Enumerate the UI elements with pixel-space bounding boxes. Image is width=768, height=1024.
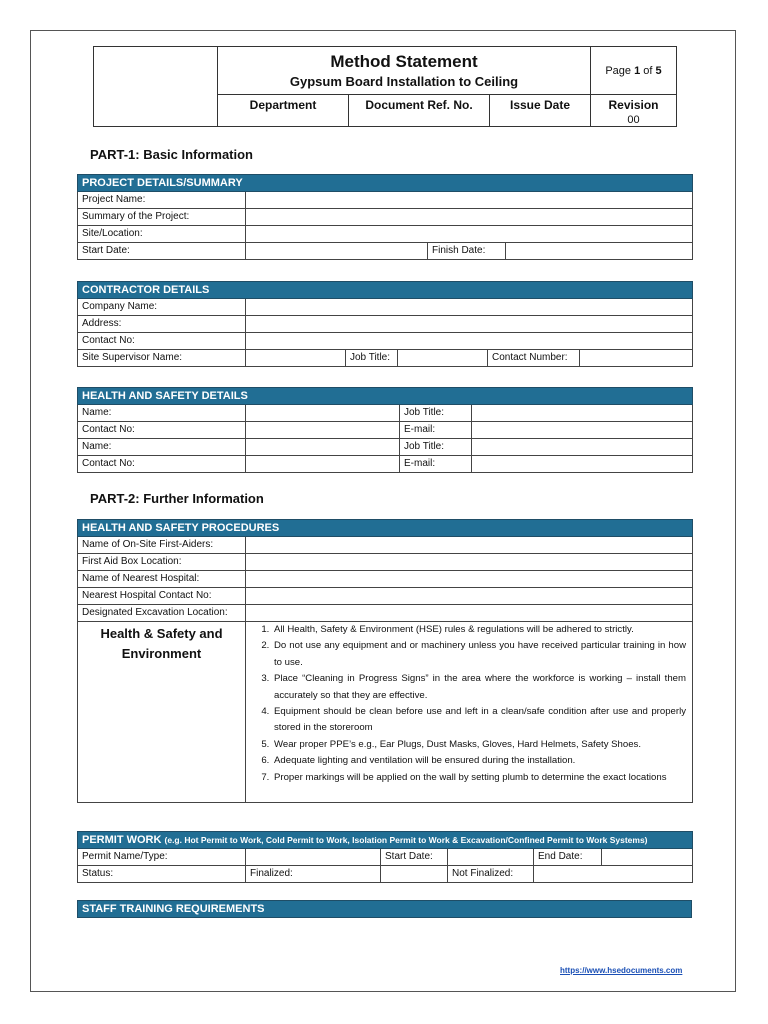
hs-name-field-2[interactable] [246, 439, 400, 456]
excavation-location-field[interactable] [246, 605, 693, 622]
project-summary-field[interactable] [246, 209, 693, 226]
nearest-hospital-field[interactable] [246, 571, 693, 588]
permit-start-label: Start Date: [381, 849, 448, 866]
hs-email-label: E-mail: [400, 422, 472, 439]
hs-job-title-label: Job Title: [400, 405, 472, 422]
hs-contact-field-2[interactable] [246, 456, 400, 473]
nearest-hospital-label: Name of Nearest Hospital: [78, 571, 246, 588]
finish-date-label: Finish Date: [428, 243, 506, 260]
address-field[interactable] [246, 316, 693, 333]
project-details-title: PROJECT DETAILS/SUMMARY [78, 175, 693, 192]
finish-date-field[interactable] [506, 243, 693, 260]
permit-work-note: (e.g. Hot Permit to Work, Cold Permit to Work, Isolation Permit to Work & Excavation/Confined Permit to Work Systems) [164, 835, 648, 845]
staff-training-table [77, 900, 692, 918]
company-name-field[interactable] [246, 299, 693, 316]
finalized-label: Finalized: [246, 866, 381, 883]
hs-contact-field[interactable] [246, 422, 400, 439]
hospital-contact-field[interactable] [246, 588, 693, 605]
contact-number-field[interactable] [580, 350, 693, 367]
staff-training-title: STAFF TRAINING REQUIREMENTS [78, 901, 692, 918]
hse-rules-list [250, 622, 686, 786]
docref-label: Document Ref. No. [349, 95, 490, 127]
document-subtitle: Gypsum Board Installation to Ceiling [289, 74, 519, 89]
project-summary-label: Summary of the Project: [78, 209, 246, 226]
hs-job-title-label-2: Job Title: [400, 439, 472, 456]
address-label: Address: [78, 316, 246, 333]
list-item: 5. Wear proper PPE’s e.g., Ear Plugs, Dust Masks, Gloves, Hard Helmets, Safety Shoes. [272, 737, 686, 753]
hs-details-title: HEALTH AND SAFETY DETAILS [78, 388, 693, 405]
revision-value: 00 [627, 114, 640, 126]
title-cell [218, 47, 591, 95]
hs-procedures-table [77, 519, 693, 803]
department-label: Department [218, 95, 349, 127]
permit-start-field[interactable] [448, 849, 534, 866]
site-location-label: Site/Location: [78, 226, 246, 243]
list-item: 3. Place “Cleaning in Progress Signs” in the area where the workforce is working – install them accurately so that they are effective. [272, 671, 686, 704]
start-date-field[interactable] [246, 243, 428, 260]
hs-name-label: Name: [78, 405, 246, 422]
contractor-details-table [77, 281, 693, 367]
permit-end-field[interactable] [602, 849, 693, 866]
project-name-field[interactable] [246, 192, 693, 209]
hs-name-label-2: Name: [78, 439, 246, 456]
first-aid-box-field[interactable] [246, 554, 693, 571]
hse-title-cell [78, 622, 246, 803]
list-item: 2. Do not use any equipment and or machinery unless you have received particular training in how to use. [272, 638, 686, 671]
logo-cell [94, 47, 218, 127]
revision-cell [591, 95, 677, 127]
site-supervisor-label: Site Supervisor Name: [78, 350, 246, 367]
list-item: 4. Equipment should be clean before use and left in a clean/safe condition after use and properly stored in the storeroom [272, 704, 686, 737]
hospital-contact-label: Nearest Hospital Contact No: [78, 588, 246, 605]
footer-website-link[interactable]: https://www.hsedocuments.com [560, 966, 683, 975]
hs-contact-label: Contact No: [78, 422, 246, 439]
hse-title-line2: Environment [121, 646, 202, 661]
permit-work-title: PERMIT WORK (e.g. Hot Permit to Work, Cold Permit to Work, Isolation Permit to Work & Excavation/Confined Permit to Work Systems) [78, 832, 693, 849]
list-item: 7. Proper markings will be applied on the wall by setting plumb to determine the exact locations [272, 770, 686, 786]
job-title-label: Job Title: [346, 350, 398, 367]
document-header [93, 46, 677, 127]
project-details-table [77, 174, 693, 260]
document-title: Method Statement [330, 52, 478, 71]
hse-rules-cell [246, 622, 693, 803]
company-name-label: Company Name: [78, 299, 246, 316]
hs-job-title-field-2[interactable] [472, 439, 693, 456]
list-item: 6. Adequate lighting and ventilation will be ensured during the installation. [272, 753, 686, 769]
project-name-label: Project Name: [78, 192, 246, 209]
page-number: Page 1 of 5 [591, 47, 677, 95]
hs-name-field[interactable] [246, 405, 400, 422]
contact-number-label: Contact Number: [488, 350, 580, 367]
permit-status-label: Status: [78, 866, 246, 883]
site-supervisor-field[interactable] [246, 350, 346, 367]
permit-end-label: End Date: [534, 849, 602, 866]
issue-date-label: Issue Date [490, 95, 591, 127]
part1-heading: PART-1: Basic Information [90, 147, 254, 162]
list-item: 1. All Health, Safety & Environment (HSE) rules & regulations will be adhered to strictly. [272, 622, 686, 638]
first-aid-box-label: First Aid Box Location: [78, 554, 246, 571]
contractor-details-title: CONTRACTOR DETAILS [78, 282, 693, 299]
hs-procedures-title: HEALTH AND SAFETY PROCEDURES [78, 520, 693, 537]
not-finalized-label: Not Finalized: [448, 866, 534, 883]
first-aiders-field[interactable] [246, 537, 693, 554]
finalized-field[interactable] [381, 866, 448, 883]
hs-contact-label-2: Contact No: [78, 456, 246, 473]
hs-email-field[interactable] [472, 422, 693, 439]
not-finalized-field[interactable] [534, 866, 693, 883]
hs-email-field-2[interactable] [472, 456, 693, 473]
job-title-field[interactable] [398, 350, 488, 367]
first-aiders-label: Name of On-Site First-Aiders: [78, 537, 246, 554]
permit-work-table [77, 831, 693, 883]
permit-name-label: Permit Name/Type: [78, 849, 246, 866]
part2-heading: PART-2: Further Information [90, 491, 264, 506]
revision-label: Revision [608, 98, 659, 112]
permit-name-field[interactable] [246, 849, 381, 866]
hs-details-table [77, 387, 693, 473]
contact-no-label: Contact No: [78, 333, 246, 350]
hs-job-title-field[interactable] [472, 405, 693, 422]
contact-no-field[interactable] [246, 333, 693, 350]
start-date-label: Start Date: [78, 243, 246, 260]
excavation-location-label: Designated Excavation Location: [78, 605, 246, 622]
site-location-field[interactable] [246, 226, 693, 243]
hse-title-line1: Health & Safety and [100, 626, 223, 641]
hs-email-label-2: E-mail: [400, 456, 472, 473]
